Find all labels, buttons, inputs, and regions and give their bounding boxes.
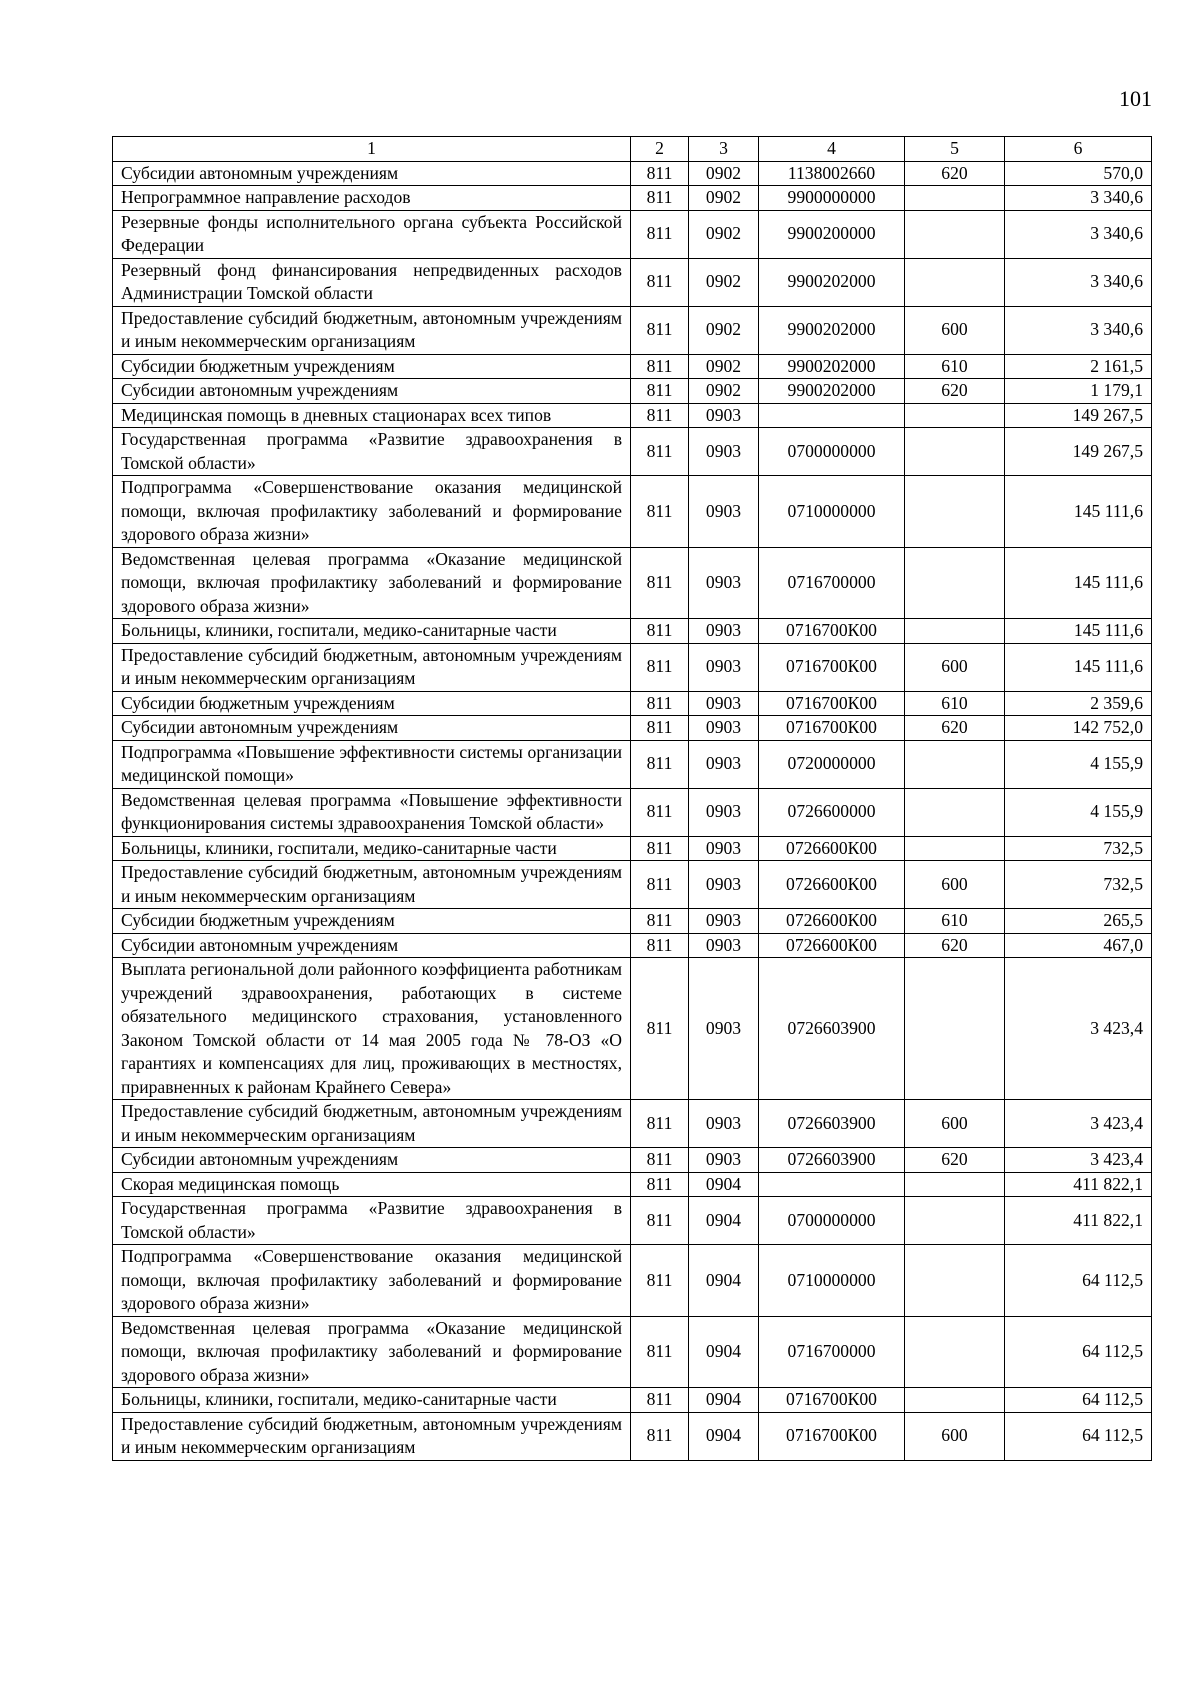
row-section-cell: 0902 [689,306,759,354]
row-ved-cell: 811 [631,1148,689,1173]
row-section-cell: 0903 [689,716,759,741]
table-row [113,476,1152,548]
row-name-cell: Резервные фонды исполнительного органа субъекта Российской Федерации [113,210,631,258]
table-row [113,210,1152,258]
row-target-article-cell: 0710000000 [759,476,905,548]
row-ved-cell: 811 [631,861,689,909]
row-ved-cell: 811 [631,788,689,836]
row-target-article-cell: 9900200000 [759,210,905,258]
row-expense-type-cell [905,1172,1005,1197]
row-section-cell: 0903 [689,428,759,476]
row-section-cell: 0903 [689,643,759,691]
row-amount-cell: 149 267,5 [1005,428,1152,476]
row-expense-type-cell: 610 [905,691,1005,716]
row-section-cell: 0903 [689,403,759,428]
row-name-cell: Резервный фонд финансирования непредвиденных расходов Администрации Томской области [113,258,631,306]
row-section-cell: 0903 [689,619,759,644]
row-name-cell: Государственная программа «Развитие здравоохранения в Томской области» [113,1197,631,1245]
row-section-cell: 0902 [689,161,759,186]
table-row [113,1245,1152,1317]
row-expense-type-cell [905,547,1005,619]
row-name-cell: Медицинская помощь в дневных стационарах всех типов [113,403,631,428]
row-section-cell: 0903 [689,933,759,958]
row-name-cell: Предоставление субсидий бюджетным, автономным учреждениям и иным некоммерческим организациям [113,861,631,909]
row-amount-cell: 4 155,9 [1005,788,1152,836]
row-section-cell: 0903 [689,958,759,1100]
row-ved-cell: 811 [631,1245,689,1317]
row-amount-cell: 570,0 [1005,161,1152,186]
row-section-cell: 0903 [689,909,759,934]
row-name-cell: Ведомственная целевая программа «Оказание медицинской помощи, включая профилактику заболеваний и формирование здорового образа жизни» [113,1316,631,1388]
row-expense-type-cell [905,476,1005,548]
row-amount-cell: 3 423,4 [1005,1148,1152,1173]
table-row [113,788,1152,836]
row-target-article-cell: 0716700К00 [759,643,905,691]
row-name-cell: Ведомственная целевая программа «Оказание медицинской помощи, включая профилактику заболеваний и формирование здорового образа жизни» [113,547,631,619]
row-section-cell: 0904 [689,1412,759,1460]
table-row [113,691,1152,716]
row-target-article-cell: 0716700К00 [759,691,905,716]
row-target-article-cell: 9900202000 [759,258,905,306]
row-target-article-cell: 0710000000 [759,1245,905,1317]
row-ved-cell: 811 [631,619,689,644]
row-amount-cell: 145 111,6 [1005,476,1152,548]
row-expense-type-cell [905,619,1005,644]
row-amount-cell: 64 112,5 [1005,1412,1152,1460]
row-name-cell: Субсидии бюджетным учреждениям [113,909,631,934]
row-ved-cell: 811 [631,1412,689,1460]
table-row [113,354,1152,379]
row-ved-cell: 811 [631,161,689,186]
row-name-cell: Больницы, клиники, госпитали, медико-санитарные части [113,619,631,644]
row-name-cell: Предоставление субсидий бюджетным, автономным учреждениям и иным некоммерческим организациям [113,643,631,691]
row-name-cell: Субсидии автономным учреждениям [113,716,631,741]
row-ved-cell: 811 [631,643,689,691]
row-name-cell: Предоставление субсидий бюджетным, автономным учреждениям и иным некоммерческим организациям [113,306,631,354]
table-row [113,716,1152,741]
row-name-cell: Субсидии автономным учреждениям [113,933,631,958]
row-expense-type-cell [905,1316,1005,1388]
table-row [113,933,1152,958]
row-name-cell: Скорая медицинская помощь [113,1172,631,1197]
row-amount-cell: 467,0 [1005,933,1152,958]
table-row [113,958,1152,1100]
table-row [113,861,1152,909]
row-expense-type-cell [905,836,1005,861]
row-amount-cell: 411 822,1 [1005,1172,1152,1197]
row-expense-type-cell [905,428,1005,476]
row-section-cell: 0903 [689,861,759,909]
row-name-cell: Подпрограмма «Совершенствование оказания медицинской помощи, включая профилактику заболеваний и формирование здорового образа жизни» [113,1245,631,1317]
row-section-cell: 0904 [689,1316,759,1388]
row-name-cell: Предоставление субсидий бюджетным, автономным учреждениям и иным некоммерческим организациям [113,1412,631,1460]
row-target-article-cell: 1138002660 [759,161,905,186]
row-target-article-cell: 0726600000 [759,788,905,836]
table-row [113,1100,1152,1148]
row-ved-cell: 811 [631,258,689,306]
table-row [113,1412,1152,1460]
row-target-article-cell: 0716700К00 [759,1388,905,1413]
row-section-cell: 0903 [689,1100,759,1148]
row-section-cell: 0903 [689,740,759,788]
row-ved-cell: 811 [631,1388,689,1413]
page-number: 101 [1119,86,1152,111]
table-row [113,619,1152,644]
row-name-cell: Больницы, клиники, госпитали, медико-санитарные части [113,836,631,861]
row-expense-type-cell: 600 [905,861,1005,909]
row-target-article-cell: 9900000000 [759,186,905,211]
row-expense-type-cell: 600 [905,306,1005,354]
row-ved-cell: 811 [631,716,689,741]
row-target-article-cell: 0726600К00 [759,933,905,958]
row-name-cell: Выплата региональной доли районного коэффициента работникам учреждений здравоохранения, работающих в системе обязательного медицинского страхования, установленного Законом Томской области от 14 мая 2005 года № 78-ОЗ «О гарантиях и компенсациях для лиц, проживающих в местностях, приравненных к районам Крайнего Севера» [113,958,631,1100]
row-target-article-cell: 0726600К00 [759,836,905,861]
row-expense-type-cell [905,186,1005,211]
row-expense-type-cell [905,788,1005,836]
row-target-article-cell: 0700000000 [759,1197,905,1245]
row-section-cell: 0904 [689,1172,759,1197]
row-amount-cell: 3 340,6 [1005,258,1152,306]
table-header-row [113,137,1152,162]
row-ved-cell: 811 [631,836,689,861]
row-amount-cell: 1 179,1 [1005,379,1152,404]
row-ved-cell: 811 [631,1100,689,1148]
row-section-cell: 0902 [689,354,759,379]
row-amount-cell: 145 111,6 [1005,643,1152,691]
row-section-cell: 0904 [689,1197,759,1245]
row-expense-type-cell: 620 [905,161,1005,186]
row-expense-type-cell [905,258,1005,306]
row-section-cell: 0902 [689,210,759,258]
table-row [113,403,1152,428]
row-target-article-cell: 0726603900 [759,1148,905,1173]
table-row [113,836,1152,861]
row-name-cell: Государственная программа «Развитие здравоохранения в Томской области» [113,428,631,476]
row-name-cell: Субсидии бюджетным учреждениям [113,691,631,716]
row-target-article-cell: 0716700000 [759,1316,905,1388]
row-amount-cell: 149 267,5 [1005,403,1152,428]
row-expense-type-cell: 620 [905,1148,1005,1173]
row-expense-type-cell [905,403,1005,428]
row-name-cell: Субсидии автономным учреждениям [113,1148,631,1173]
row-ved-cell: 811 [631,354,689,379]
header-cell-1: 1 [113,137,631,162]
row-expense-type-cell [905,1197,1005,1245]
row-target-article-cell [759,1172,905,1197]
row-ved-cell: 811 [631,1197,689,1245]
row-amount-cell: 142 752,0 [1005,716,1152,741]
row-amount-cell: 2 161,5 [1005,354,1152,379]
row-target-article-cell: 9900202000 [759,306,905,354]
table-row [113,428,1152,476]
header-cell-6: 6 [1005,137,1152,162]
table-row [113,379,1152,404]
row-amount-cell: 64 112,5 [1005,1316,1152,1388]
row-ved-cell: 811 [631,1172,689,1197]
table-row [113,186,1152,211]
row-section-cell: 0902 [689,258,759,306]
row-name-cell: Ведомственная целевая программа «Повышение эффективности функционирования системы здравоохранения Томской области» [113,788,631,836]
row-ved-cell: 811 [631,403,689,428]
row-expense-type-cell [905,1245,1005,1317]
row-expense-type-cell [905,210,1005,258]
row-name-cell: Непрограммное направление расходов [113,186,631,211]
row-target-article-cell: 0716700000 [759,547,905,619]
row-amount-cell: 3 423,4 [1005,1100,1152,1148]
row-ved-cell: 811 [631,933,689,958]
row-expense-type-cell: 610 [905,354,1005,379]
row-ved-cell: 811 [631,186,689,211]
row-target-article-cell: 0726600К00 [759,909,905,934]
row-amount-cell: 2 359,6 [1005,691,1152,716]
table-row [113,306,1152,354]
row-section-cell: 0903 [689,1148,759,1173]
row-amount-cell: 732,5 [1005,836,1152,861]
row-name-cell: Больницы, клиники, госпитали, медико-санитарные части [113,1388,631,1413]
row-expense-type-cell: 620 [905,379,1005,404]
row-ved-cell: 811 [631,476,689,548]
row-expense-type-cell: 620 [905,716,1005,741]
table-row [113,547,1152,619]
row-section-cell: 0904 [689,1388,759,1413]
table-row [113,1148,1152,1173]
row-section-cell: 0902 [689,186,759,211]
table-row [113,258,1152,306]
row-section-cell: 0903 [689,476,759,548]
row-expense-type-cell: 600 [905,1100,1005,1148]
row-name-cell: Субсидии автономным учреждениям [113,161,631,186]
row-ved-cell: 811 [631,958,689,1100]
row-ved-cell: 811 [631,428,689,476]
row-name-cell: Подпрограмма «Совершенствование оказания медицинской помощи, включая профилактику заболеваний и формирование здорового образа жизни» [113,476,631,548]
row-ved-cell: 811 [631,909,689,934]
row-target-article-cell: 0726603900 [759,958,905,1100]
row-amount-cell: 732,5 [1005,861,1152,909]
row-ved-cell: 811 [631,1316,689,1388]
row-ved-cell: 811 [631,379,689,404]
row-amount-cell: 4 155,9 [1005,740,1152,788]
row-name-cell: Субсидии автономным учреждениям [113,379,631,404]
row-amount-cell: 145 111,6 [1005,547,1152,619]
row-section-cell: 0904 [689,1245,759,1317]
row-target-article-cell [759,403,905,428]
row-amount-cell: 64 112,5 [1005,1388,1152,1413]
row-amount-cell: 145 111,6 [1005,619,1152,644]
row-amount-cell: 64 112,5 [1005,1245,1152,1317]
row-target-article-cell: 9900202000 [759,354,905,379]
row-target-article-cell: 0716700К00 [759,619,905,644]
table-row [113,740,1152,788]
row-ved-cell: 811 [631,740,689,788]
table-row [113,1388,1152,1413]
row-target-article-cell: 0726603900 [759,1100,905,1148]
budget-table [112,136,1152,1461]
row-amount-cell: 3 340,6 [1005,186,1152,211]
table-row [113,1172,1152,1197]
row-target-article-cell: 9900202000 [759,379,905,404]
row-expense-type-cell [905,1388,1005,1413]
row-section-cell: 0903 [689,691,759,716]
row-target-article-cell: 0716700К00 [759,716,905,741]
row-name-cell: Подпрограмма «Повышение эффективности системы организации медицинской помощи» [113,740,631,788]
row-amount-cell: 3 340,6 [1005,210,1152,258]
row-name-cell: Субсидии бюджетным учреждениям [113,354,631,379]
header-cell-2: 2 [631,137,689,162]
row-ved-cell: 811 [631,306,689,354]
row-target-article-cell: 0726600К00 [759,861,905,909]
row-amount-cell: 3 423,4 [1005,958,1152,1100]
row-expense-type-cell: 620 [905,933,1005,958]
table-row [113,161,1152,186]
row-name-cell: Предоставление субсидий бюджетным, автономным учреждениям и иным некоммерческим организациям [113,1100,631,1148]
row-section-cell: 0903 [689,788,759,836]
table-row [113,1316,1152,1388]
row-amount-cell: 265,5 [1005,909,1152,934]
table-row [113,909,1152,934]
header-cell-3: 3 [689,137,759,162]
row-target-article-cell: 0700000000 [759,428,905,476]
table-row [113,643,1152,691]
row-expense-type-cell: 600 [905,1412,1005,1460]
header-cell-5: 5 [905,137,1005,162]
row-section-cell: 0902 [689,379,759,404]
row-ved-cell: 811 [631,691,689,716]
row-ved-cell: 811 [631,547,689,619]
row-section-cell: 0903 [689,547,759,619]
row-expense-type-cell: 610 [905,909,1005,934]
row-amount-cell: 3 340,6 [1005,306,1152,354]
row-expense-type-cell [905,740,1005,788]
row-expense-type-cell [905,958,1005,1100]
row-expense-type-cell: 600 [905,643,1005,691]
row-amount-cell: 411 822,1 [1005,1197,1152,1245]
row-target-article-cell: 0720000000 [759,740,905,788]
header-cell-4: 4 [759,137,905,162]
table-row [113,1197,1152,1245]
row-ved-cell: 811 [631,210,689,258]
row-section-cell: 0903 [689,836,759,861]
row-target-article-cell: 0716700К00 [759,1412,905,1460]
